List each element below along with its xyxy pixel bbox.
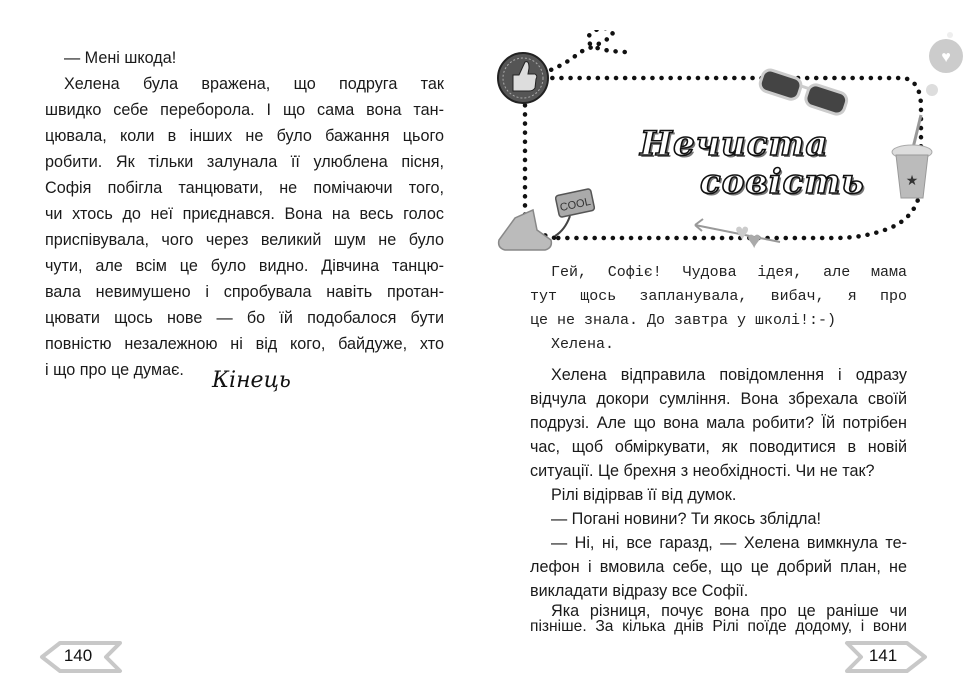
the-end-label: Кінець bbox=[212, 368, 291, 393]
chapter-title-line2: совість bbox=[700, 162, 865, 202]
thumbs-up-badge-icon bbox=[498, 53, 548, 103]
text-line: — Погані новини? Ти якось зблідла! bbox=[551, 510, 821, 528]
svg-text:★: ★ bbox=[905, 172, 919, 188]
text-line: і що про це думає. bbox=[45, 361, 184, 379]
heart-bubbles-icon bbox=[926, 32, 963, 96]
text-line: швидко себе переборола. І що сама вона тан- bbox=[45, 101, 444, 119]
text-line: приспівувала, чого через великий шум не було bbox=[45, 231, 444, 249]
text-line: цювати щось нове — бо їй подобалося бути bbox=[45, 309, 444, 327]
text-line: — Ні, ні, все гаразд, — Хелена вимкнула те- bbox=[551, 534, 907, 552]
svg-text:♥: ♥ bbox=[747, 227, 762, 254]
text-line: відчула докори сумління. Вона збрехала своїй bbox=[530, 390, 907, 408]
svg-text:♥: ♥ bbox=[735, 219, 750, 246]
text-line: Яка різниця, почує вона про це раніше чи bbox=[551, 602, 907, 620]
message-line: Хелена. bbox=[551, 336, 615, 353]
text-line: повністю незалежною ні від кого, байдуже, хто bbox=[45, 335, 444, 353]
text-line: Хелена відправила повідомлення і одразу bbox=[551, 366, 907, 384]
sneaker-icon bbox=[499, 210, 552, 250]
text-line: пізніше. За кілька днів Рілі поїде додому, і вони bbox=[530, 618, 907, 635]
text-line: вала невимушено і спробувала навіть протан- bbox=[45, 283, 444, 301]
text-line: подрузі. Але що вона мала робити? Їй потрібен bbox=[530, 414, 907, 432]
page-number: 140 bbox=[63, 646, 93, 665]
text-line: цювала, коли в інших не було бажання цього bbox=[45, 127, 444, 145]
text-line: Софія побігла танцювати, не помічаючи того, bbox=[45, 179, 444, 197]
message-line: тут щось запланувала, вибач, я про bbox=[530, 288, 907, 305]
right-page bbox=[485, 0, 970, 696]
drink-cup-icon bbox=[892, 115, 932, 198]
text-line: чути, але всім це було видно. Дівчина танцю- bbox=[45, 257, 444, 275]
text-line: ситуації. Це брехня з необхідності. Чи не так? bbox=[530, 462, 875, 480]
text-line: робити. Як тільки залунала її улюблена пісня, bbox=[45, 153, 444, 171]
cool-sticker-icon bbox=[555, 188, 595, 236]
text-line: Рілі відірвав її від думок. bbox=[551, 486, 737, 504]
text-line: лефон і вмовила себе, що це добрий план, не bbox=[530, 558, 907, 576]
text-line: викладати відразу все Софії. bbox=[530, 582, 749, 600]
svg-text:♥: ♥ bbox=[941, 49, 951, 66]
sunglasses-icon bbox=[758, 68, 848, 116]
text-line: — Мені шкода! bbox=[64, 49, 177, 67]
page-number: 141 bbox=[868, 646, 898, 665]
text-line: чи хтось до неї приєднався. Вона на весь голос bbox=[45, 205, 444, 223]
chapter-title-line1: Нечиста bbox=[640, 124, 829, 164]
message-line: Гей, Софіє! Чудова ідея, але мама bbox=[551, 264, 907, 281]
text-line: час, щоб обміркувати, як поводитися в новій bbox=[530, 438, 907, 456]
text-line: Хелена була вражена, що подруга так bbox=[64, 75, 444, 93]
message-line: це не знала. До завтра у школі!:-) bbox=[530, 312, 837, 329]
cool-sticker-text: COOL bbox=[558, 195, 592, 215]
